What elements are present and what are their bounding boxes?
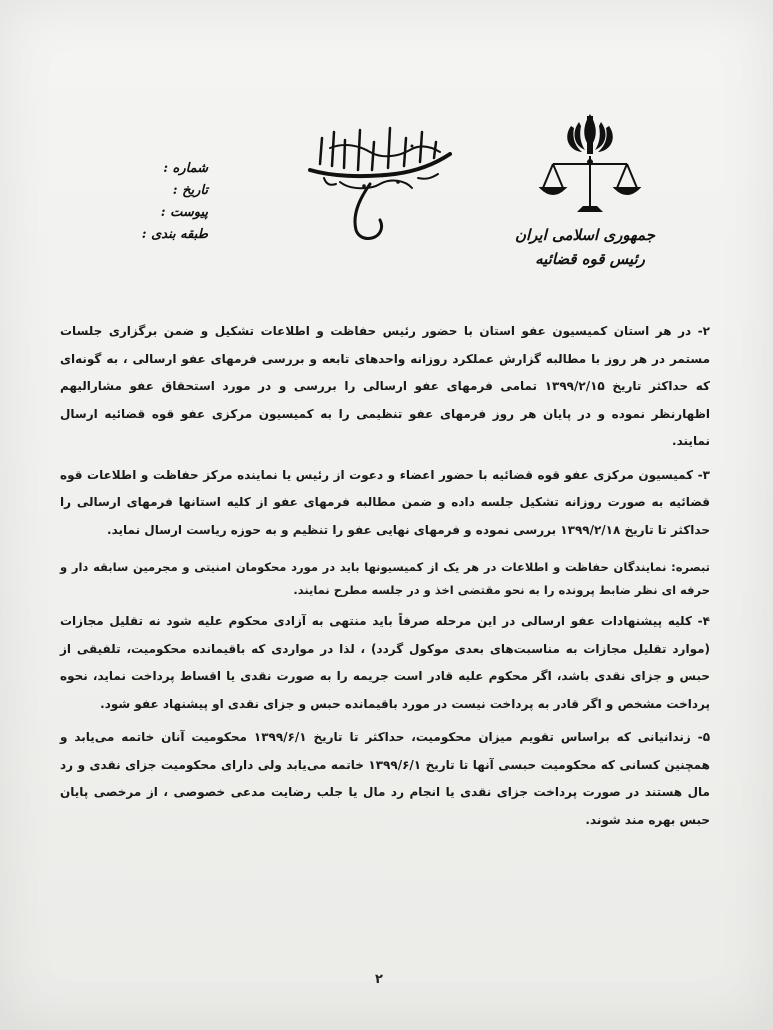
org-name: جمهوری اسلامی ایران: [514, 226, 655, 244]
page-number: ۲: [375, 972, 383, 987]
meta-attachment-label: پیوست :: [160, 205, 208, 220]
org-office: رئیس قوه قضائیه: [535, 250, 645, 268]
basmala-text: بسم الله الرحمن الرحیم: [374, 163, 386, 164]
paragraph-item-5: ۵- زندانیانی که براساس تقویم میزان محکومیت، حداکثر تا تاریخ ۱۳۹۹/۶/۱ محکومیت آنان خاتمه می‌یابد و همچنین کسانی که محکومیت حبسی آنها تا تاریخ ۱۳۹۹/۶/۱ خاتمه می‌یابد ولی دارای محکومیت جزای نقدی و رد مال هستند در صورت پرداخت جزای نقدی یا انجام رد مال یا جلب رضایت مدعی خصوصی ، از مرخصی پایان حبس بهره مند شوند.: [60, 730, 711, 827]
letter-meta-block: [118, 158, 208, 246]
paragraph-item-4: ۴- کلیه پیشنهادات عفو ارسالی در این مرحله صرفاً باید منتهی به آزادی محکوم علیه شود نه تقلیل مجازات (موارد تقلیل مجازات به مناسبت‌های بعدی موکول گردد) ، لذا در مواردی که باقیمانده محکومیت، تلفیقی از حبس و جزای نقدی باشد، اگر محکوم علیه قادر است جریمه را به صورت نقدی یا اقساط پرداخت نماید، نحوه پرداخت مشخص و اگر قادر به پرداخت نیست در مورد باقیمانده حبس و جزای نقدی او پیشنهاد عفو شود.: [60, 614, 710, 711]
paragraph-item-3: ۳- کمیسیون مرکزی عفو قوه قضائیه با حضور اعضاء و دعوت از رئیس یا نماینده مرکز حفاظت و اطلاعات قوه قضائیه به صورت روزانه تشکیل جلسه داده و ضمن مطالبه فرمهای عفو از کلیه استانها فرمهای ارسالی را حداکثر تا تاریخ ۱۳۹۹/۲/۱۸ بررسی نموده و فرمهای نهایی عفو را تنظیم و به حوزه ریاست ارسال نماید.: [60, 467, 710, 537]
letterhead-emblem-block: [514, 112, 655, 268]
basmala-calligraphy: [300, 118, 460, 248]
paragraph-item-2: ۲- در هر استان کمیسیون عفو استان با حضور رئیس حفاظت و اطلاعات تشکیل و ضمن برگزاری جلسات مستمر در هر روز با مطالبه گزارش عملکرد روزانه واحدهای تابعه و بررسی فرمهای عفو ارسالی ، به گونه‌ای که حداکثر تاریخ ۱۳۹۹/۲/۱۵ تمامی فرمهای عفو ارسالی را بررسی و در مورد استحقاق عفو مشارالیهم اظهارنظر نموده و در پایان هر روز فرمهای عفو تنظیمی را به کمیسیون مرکزی عفو قوه قضائیه ارسال نمایند.: [60, 324, 710, 448]
letter-body: [60, 318, 710, 834]
paragraph-note: تبصره: نمایندگان حفاظت و اطلاعات در هر یک از کمیسیونها باید در مورد محکومان امنیتی و مجرمین سابقه دار و حرفه ای نظر ضابط پرونده را به نحو مقتضی اخذ و در جلسه مطرح نمایند.: [60, 560, 710, 597]
meta-classification-label: طبقه بندی :: [141, 227, 208, 242]
iran-emblem-scales-icon: [535, 112, 645, 222]
meta-number-label: شماره :: [163, 161, 208, 176]
meta-date-label: تاریخ :: [172, 183, 208, 198]
